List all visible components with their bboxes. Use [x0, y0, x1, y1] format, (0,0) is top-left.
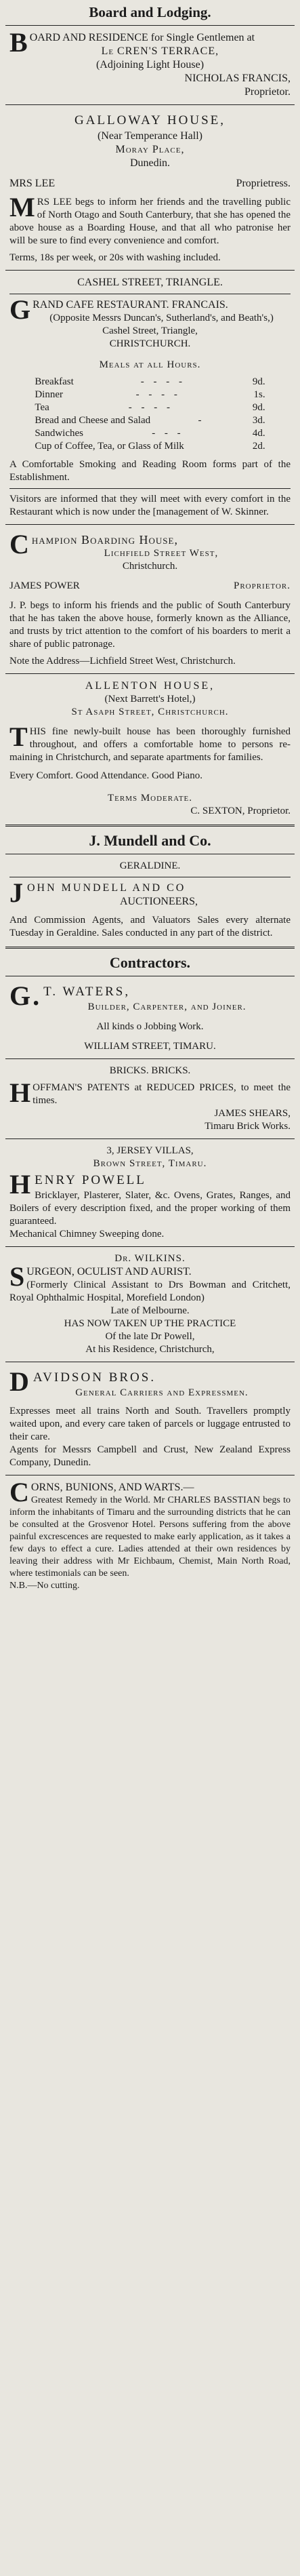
ad-cafe-title: GRAND CAFE RESTAURANT. FRANCAIS.: [9, 294, 228, 325]
ad-cafe-visitors: Visitors are informed that they will meet with every comfort in the Restaurant which is now under the [management of W. Skinner.: [9, 494, 291, 517]
divider: [5, 1058, 295, 1059]
ad-cafe-sub: (Opposite Messrs Duncan's, Sutherland's, and Beath's,): [49, 313, 274, 323]
divider: [5, 25, 295, 26]
ad-allenton-street: St Asaph Street, Christchurch.: [71, 707, 229, 717]
ad-galloway-house: [5, 109, 295, 266]
ad-corns-body: Greatest Remedy in the World. Mr CHARLES BASSTIAN begs to inform the inhabitants of Timaru and the surrounding districts that he can be consulted at the Grosvenor Hotel. Persons suffering from the above painful excrescences are requested to make early application, as it takes a few days to effect a cure. Ladies attended at their own residences by leaving their address with Mr Eichbaum, Chemist, Main North Road, where testimonials can be seen.: [9, 1495, 291, 1579]
ad-wilkins-title: SURGEON, OCULIST AND AURIST.: [9, 1261, 192, 1292]
ad-bricks-name: JAMES SHEARS,: [214, 1108, 291, 1119]
ad-cren-proprietor: NICHOLAS FRANCIS,: [184, 73, 291, 84]
ad-wilkins-name: Dr. WILKINS.: [114, 1253, 186, 1264]
ad-bricks-head: BRICKS. BRICKS.: [109, 1065, 191, 1076]
ad-corns-nb: N.B.—No cutting.: [9, 1581, 80, 1591]
ad-galloway-role: Proprietress.: [236, 178, 291, 189]
ad-galloway-place: Moray Place,: [115, 144, 185, 155]
menu-item-price: 9d.: [252, 402, 265, 413]
ad-mundell-sub: AUCTIONEERS,: [119, 896, 198, 907]
page-title: Board and Lodging.: [89, 4, 211, 20]
divider: [5, 1246, 295, 1247]
menu-item: Breakfast - - - - 9d.: [35, 376, 265, 387]
ad-champion-role: Proprietor.: [233, 580, 291, 591]
ad-cafe-meals-heading: Meals at all Hours.: [99, 359, 201, 370]
divider: [5, 524, 295, 525]
ad-champion-owner: JAMES POWER: [9, 580, 80, 591]
ad-allenton-terms: Terms Moderate.: [107, 793, 193, 804]
ad-corns: [5, 1477, 295, 1593]
menu-item-name: Breakfast: [35, 376, 74, 387]
ad-bricks: [5, 1063, 295, 1134]
ad-wilkins-late: Late of Melbourne.: [110, 1305, 190, 1316]
ad-wilkins: [5, 1251, 295, 1358]
ad-mundell-place: GERALDINE.: [119, 860, 181, 871]
ad-galloway-title: GALLOWAY HOUSE,: [74, 113, 226, 127]
menu-item-price: 3d.: [252, 415, 265, 426]
ad-allenton-body: THIS fine newly-built house has been thoroughly furnished throughout, and offers a comfortable home to persons re-maining in Christchurch, and separate apartments for families.: [9, 721, 291, 763]
ad-cren-terrace: [5, 27, 295, 100]
ad-allenton-role: Proprietor.: [247, 806, 291, 816]
ad-galloway-owner-row: [9, 177, 291, 191]
ad-grand-cafe: [5, 275, 295, 520]
ad-allenton: [5, 678, 295, 819]
ad-bricks-role: Timaru Brick Works.: [205, 1121, 291, 1132]
menu-item-name: Dinner: [35, 389, 63, 400]
ad-bricks-body: HOFFMAN'S PATENTS at REDUCED PRICES, to meet the times.: [9, 1077, 291, 1108]
menu-item-name: Tea: [35, 402, 49, 413]
menu-item-price: 1s.: [253, 389, 265, 400]
section-title-contractors: Contractors.: [109, 954, 191, 971]
ad-powell: [5, 1143, 295, 1242]
divider: [5, 673, 295, 674]
ad-cren-role: Proprietor.: [244, 86, 291, 98]
menu-item-price: 4d.: [252, 428, 265, 439]
ad-mundell: [5, 858, 295, 941]
ad-champion-street: Lichfield Street West,: [104, 548, 219, 559]
ad-powell-sweep: Mechanical Chimney Sweeping done.: [9, 1229, 165, 1240]
ad-wilkins-body: (Formerly Clinical Assistant to Drs Bowman and Critchett, Royal Ophthalmic Hospital, Morefield London): [9, 1280, 291, 1303]
ad-davidson: [5, 1366, 295, 1471]
ad-wilkins-of: Of the late Dr Powell,: [105, 1331, 195, 1342]
section-title-mundell: J. Mundell and Co.: [89, 832, 211, 849]
ad-powell-street: Brown Street, Timaru.: [93, 1158, 207, 1169]
divider: [5, 947, 295, 949]
ad-galloway-terms: Terms, 18s per week, or 20s with washing included.: [9, 252, 221, 263]
menu-item: Sandwiches - - - 4d.: [35, 428, 265, 439]
menu-item-price: 2d.: [252, 441, 265, 452]
ad-powell-addr: 3, JERSEY VILLAS,: [106, 1145, 194, 1156]
ad-cafe-street: CASHEL STREET, TRIANGLE.: [77, 277, 223, 288]
menu-item: Dinner - - - - 1s.: [35, 389, 265, 400]
ad-mundell-body: And Commission Agents, and Valuators Sales every alternate Tuesday in Geraldine. Sales conducted in any part of the district.: [9, 915, 291, 938]
ad-wilkins-res: At his Residence, Christchurch,: [85, 1344, 215, 1355]
ad-mundell-title: JOHN MUNDELL AND CO: [9, 877, 186, 908]
ad-davidson-agents: Agents for Messrs Campbell and Crust, New Zealand Express Company, Dunedin.: [9, 1444, 291, 1468]
menu-list: [35, 376, 265, 453]
ad-powell-body: Bricklayer, Plasterer, Slater, &c. Ovens, Grates, Ranges, and Boilers of every description fixed, and the proper working of them guaranteed.: [9, 1190, 291, 1227]
ad-allenton-comfort: Every Comfort. Good Attendance. Good Piano.: [9, 770, 202, 781]
ad-galloway-body: MRS LEE begs to inform her friends and the travelling public of North Otago and South Canterbury, that she has opened the above house as a Boarding House, and that all who patronise her will be sure to find every convenience and comfort.: [9, 192, 291, 246]
ad-allenton-sub: (Next Barrett's Hotel,): [104, 694, 196, 705]
ad-champion-city: Christchurch.: [122, 561, 178, 572]
ad-cren-line1: BOARD AND RESIDENCE for Single Gentlemen at: [9, 27, 255, 58]
ad-waters-title: G.T. WATERS,: [9, 980, 131, 1011]
menu-item: Tea - - - - 9d.: [35, 402, 265, 413]
ad-cafe-smoking: A Comfortable Smoking and Reading Room forms part of the Establishment.: [9, 459, 291, 483]
menu-item: Bread and Cheese and Salad - 3d.: [35, 415, 265, 426]
menu-item-name: Sandwiches: [35, 428, 83, 439]
ad-powell-title: HENRY POWELL: [9, 1169, 146, 1200]
ad-waters-street: WILLIAM STREET, TIMARU.: [84, 1041, 216, 1052]
menu-item-name: Bread and Cheese and Salad: [35, 415, 151, 426]
ad-waters-trade: Builder, Carpenter, and Joiner.: [87, 1002, 247, 1012]
ad-cafe-addr: Cashel Street, Triangle,: [102, 325, 198, 336]
ad-champion-title: Champion Boarding House,: [9, 529, 178, 559]
menu-item: [35, 440, 265, 453]
menu-item-name: Cup of Coffee, Tea, or Glass of Milk: [35, 441, 184, 452]
ad-davidson-body: Expresses meet all trains North and South. Travellers promptly waited upon, and every care taken of parcels or luggage entrusted to their care.: [9, 1406, 291, 1442]
ad-cren-line2: Le CREN'S TERRACE,: [101, 45, 219, 57]
ad-allenton-owner-row: [9, 805, 291, 818]
divider: [5, 104, 295, 105]
divider: [9, 488, 291, 489]
divider: [5, 825, 295, 827]
ad-allenton-title: ALLENTON HOUSE,: [85, 680, 215, 692]
ad-cafe-city: CHRISTCHURCH.: [109, 338, 191, 349]
ad-galloway-sub: (Near Temperance Hall): [98, 130, 202, 142]
ad-allenton-owner: C. SEXTON,: [190, 806, 245, 816]
ad-champion: [5, 529, 295, 669]
divider: [5, 1138, 295, 1139]
ad-davidson-sub: General Carriers and Expressmen.: [75, 1387, 249, 1398]
ad-champion-body: J. P. begs to inform his friends and the public of South Canterbury that he has taken the above house, formerly known as the Alliance, and trusts by trict attention to the comfort of his boarders to merit a share of public patronage.: [9, 600, 291, 650]
ad-corns-title: CORNS, BUNIONS, AND WARTS.—: [9, 1477, 194, 1507]
ad-davidson-title: DAVIDSON BROS.: [9, 1366, 156, 1397]
ad-champion-note: Note the Address—Lichfield Street West, Christchurch.: [9, 656, 236, 667]
ad-waters-jobs: All kinds o Jobbing Work.: [96, 1021, 204, 1032]
ad-galloway-town: Dunedin.: [129, 157, 171, 169]
ad-waters: [5, 980, 295, 1054]
menu-item-price: 9d.: [252, 376, 265, 387]
ad-champion-owner-row: [9, 580, 291, 593]
ad-cren-line3: (Adjoining Light House): [95, 59, 205, 71]
divider: [5, 270, 295, 271]
ad-galloway-owner: MRS LEE: [9, 178, 56, 189]
newspaper-column: [5, 0, 295, 1593]
ad-wilkins-taken: HAS NOW TAKEN UP THE PRACTICE: [64, 1318, 236, 1329]
